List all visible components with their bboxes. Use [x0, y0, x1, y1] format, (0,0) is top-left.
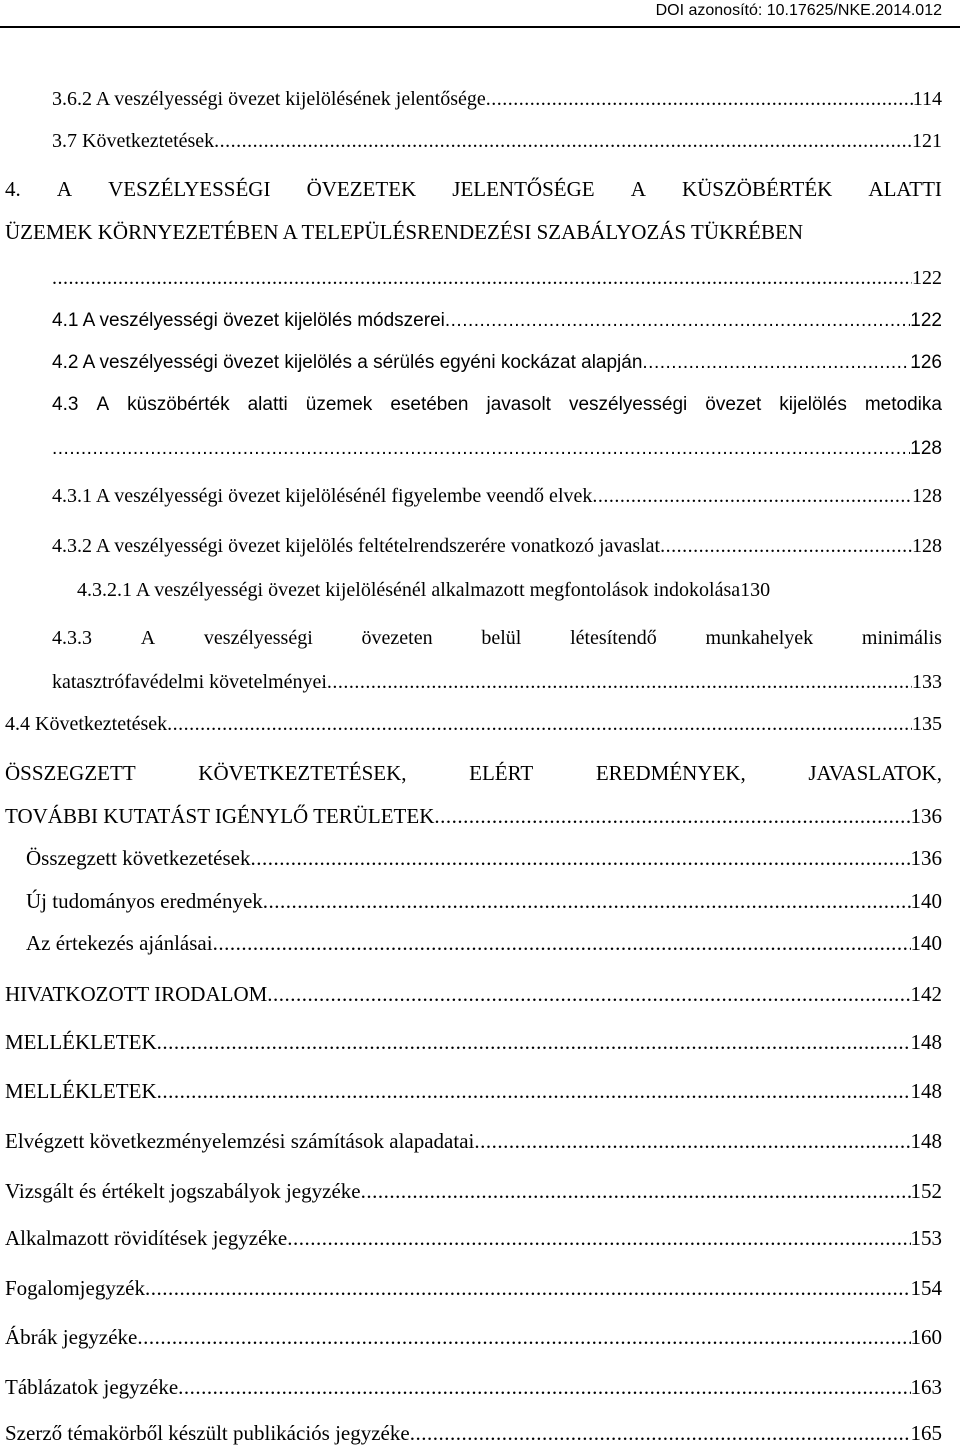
- toc-entry-page: 160: [910, 1325, 942, 1349]
- toc-entry-title: Vizsgált és értékelt jogszabályok jegyzéke: [5, 1179, 361, 1203]
- toc-entry-chapter-4-line1[interactable]: 4. A VESZÉLYESSÉGI ÖVEZETEK JELENTŐSÉGE A KÜSZÖBÉRTÉK ALATTI: [5, 177, 942, 201]
- toc-entry[interactable]: [5, 1128, 942, 1154]
- toc-entry-page: 121: [912, 130, 942, 152]
- toc-entry-chapter-4-line2[interactable]: ÜZEMEK KÖRNYEZETÉBEN A TELEPÜLÉSRENDEZÉSI SZABÁLYOZÁS TÜKRÉBEN: [5, 220, 804, 244]
- toc-entry[interactable]: [52, 128, 942, 154]
- toc-entry[interactable]: [26, 930, 942, 956]
- toc-entry-title: 3.6.2 A veszélyességi övezet kijelölésének jelentősége: [52, 88, 486, 110]
- toc-entry-page: 128: [912, 535, 942, 557]
- toc-entry-page: 122: [910, 310, 942, 331]
- toc-entry[interactable]: [5, 1374, 942, 1400]
- toc-entry-page: 136: [910, 846, 942, 870]
- toc-entry-4-3-line1[interactable]: 4.3 A küszöbérték alatti üzemek esetében javasolt veszélyességi övezet kijelölés metodika: [52, 394, 942, 415]
- toc-entry-title: 4.1 A veszélyességi övezet kijelölés módszerei: [52, 310, 445, 331]
- toc-entry-page: 153: [910, 1226, 942, 1250]
- doi-header: DOI azonosító: 10.17625/NKE.2014.012: [655, 2, 942, 19]
- toc-entry[interactable]: [52, 86, 942, 112]
- toc-entry-page: 148: [910, 1030, 942, 1054]
- toc-entry[interactable]: [5, 1324, 942, 1350]
- toc-entry[interactable]: [52, 533, 942, 559]
- toc-entry[interactable]: [52, 350, 942, 376]
- toc-entry[interactable]: [5, 711, 942, 737]
- toc-entry-4-3-page[interactable]: [52, 436, 942, 462]
- toc-entry[interactable]: [5, 1178, 942, 1204]
- toc-entry-page: 140: [910, 889, 942, 913]
- toc-entry-title: Alkalmazott rövidítések jegyzéke: [5, 1226, 288, 1250]
- toc-entry[interactable]: [5, 1029, 942, 1055]
- toc-entry[interactable]: [5, 981, 942, 1007]
- toc-entry-title: MELLÉKLETEK: [5, 1079, 157, 1103]
- toc-entry-title: Összegzett következetések: [26, 846, 251, 870]
- toc-entry-title: Fogalomjegyzék: [5, 1276, 145, 1300]
- toc-entry-page: 142: [910, 982, 942, 1006]
- toc-entry-page: 154: [910, 1276, 942, 1300]
- toc-entry[interactable]: [26, 888, 942, 914]
- toc-entry[interactable]: [52, 308, 942, 334]
- toc-entry-page: 136: [910, 804, 942, 828]
- toc-entry-page: 148: [910, 1079, 942, 1103]
- toc-entry-page: 114: [912, 88, 942, 110]
- toc-entry[interactable]: [5, 1078, 942, 1104]
- toc-entry-summary-line2[interactable]: TOVÁBBI KUTATÁST IGÉNYLŐ TERÜLETEK ..... 136: [5, 803, 942, 829]
- toc-entry-title: MELLÉKLETEK: [5, 1030, 157, 1054]
- toc-entry[interactable]: [5, 1275, 942, 1301]
- toc-entry-title: 4.4 Következtetések: [5, 713, 168, 735]
- toc-entry[interactable]: [5, 1420, 942, 1446]
- toc-entry-title: Ábrák jegyzéke: [5, 1325, 138, 1349]
- toc-entry-summary-line1[interactable]: ÖSSZEGZETT KÖVETKEZTETÉSEK, ELÉRT EREDMÉNYEK, JAVASLATOK,: [5, 761, 942, 785]
- toc-entry[interactable]: [52, 483, 942, 509]
- toc-entry-page: 128: [912, 485, 942, 507]
- toc-entry-chapter-4-page[interactable]: [52, 265, 942, 291]
- toc-entry-title: 4.3.2 A veszélyességi övezet kijelölés feltételrendszerére vonatkozó javaslat: [52, 535, 661, 557]
- toc-entry-4-3-3-line2[interactable]: katasztrófavédelmi követelményei ..... 133: [52, 669, 942, 695]
- toc-entry-title: Táblázatok jegyzéke: [5, 1375, 179, 1399]
- toc-entry-title: 4.3.2.1 A veszélyességi övezet kijelölésénél alkalmazott megfontolások indokolása130: [77, 579, 771, 601]
- toc-entry-page: 140: [910, 931, 942, 955]
- toc-entry[interactable]: [77, 577, 942, 603]
- toc-entry-title: Szerző témakörből készült publikációs jegyzéke: [5, 1421, 410, 1445]
- toc-entry-page: 133: [912, 671, 942, 693]
- toc-entry-page: 135: [912, 713, 942, 735]
- header-divider: [0, 26, 960, 28]
- toc-entry-4-3-3-line1[interactable]: 4.3.3 A veszélyességi övezeten belül létesítendő munkahelyek minimális: [52, 627, 942, 649]
- toc-entry-title: Az értekezés ajánlásai: [26, 931, 213, 955]
- toc-entry-page: 126: [910, 352, 942, 373]
- toc-entry-page: 165: [910, 1421, 942, 1445]
- toc-entry[interactable]: [26, 845, 942, 871]
- toc-entry-title: HIVATKOZOTT IRODALOM: [5, 982, 268, 1006]
- toc-entry-page: 128: [910, 438, 942, 459]
- toc-entry[interactable]: [5, 1225, 942, 1251]
- toc-entry-title: Elvégzett következményelemzési számítások alapadatai: [5, 1129, 475, 1153]
- toc-entry-title: 4.3.1 A veszélyességi övezet kijelölésénél figyelembe veendő elvek: [52, 485, 593, 507]
- toc-entry-title: 3.7 Következtetések: [52, 130, 215, 152]
- toc-entry-page: 122: [912, 267, 942, 289]
- toc-entry-page: 163: [910, 1375, 942, 1399]
- toc-entry-title: Új tudományos eredmények: [26, 889, 263, 913]
- toc-entry-page: 152: [910, 1179, 942, 1203]
- toc-entry-title: 4.2 A veszélyességi övezet kijelölés a sérülés egyéni kockázat alapján: [52, 352, 643, 373]
- toc-entry-page: 148: [910, 1129, 942, 1153]
